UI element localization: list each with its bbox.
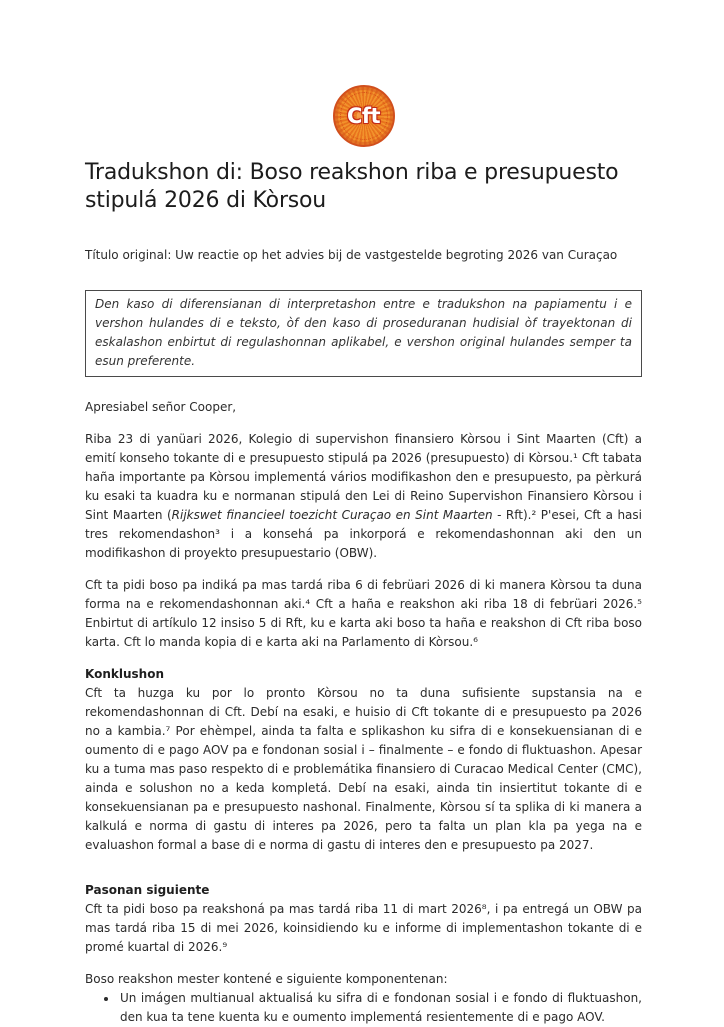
translation-disclaimer-box: Den kaso di diferensianan di interpretashon entre e tradukshon na papiamentu i e vershon hulandes di e teksto, òf den kaso di proseduranan hudisial òf trayektonan di eskalashon enbirtut di regulashonnan aplikabel, e vershon original hulandes semper ta esun preferente. [85, 290, 642, 377]
konklushon-body: Cft ta huzga ku por lo pronto Kòrsou no ta duna sufisiente supstansia na e rekomendashonnan di Cft. Debí na esaki, e huisio di Cft tokante di e presupuesto pa 2026 no a kambia.⁷ Por ehèmpel, ainda ta falta e splikashon ku sifra di e konsekuensianan di e oumento di e pago AOV pa e fondonan sosial i – finalmente – e fondo di fluktuashon. Apesar ku a tuma mas paso respekto di e problemátika finansiero di Curacao Medical Center (CMC), ainda e solushon no a keda kompletá. Debí na esaki, ainda tin insiertitut tokante di e konsekuensianan pa e presupuesto nashonal. Finalmente, Kòrsou sí ta splika di ki manera a kalkulá e norma di gastu di interes pa 2026, pero ta falta un plan kla pa yega na e evaluashon formal a base di e norma di gastu di interes den e presupuesto pa 2027. [85, 686, 642, 852]
cft-seal-label: Cft [346, 104, 381, 128]
konklushon-heading: Konklushon [85, 667, 164, 681]
logo-container [85, 85, 642, 147]
page-title: Tradukshon di: Boso reakshon riba e presupuesto stipulá 2026 di Kòrsou [85, 160, 619, 213]
components-intro: Boso reakshon mester kontené e siguiente komponentenan: [85, 972, 448, 986]
rft-law-name: Rijkswet financieel toezicht Curaçao en Sint Maarten [171, 508, 493, 522]
paragraph-advice-intro [85, 430, 642, 563]
pasonan-heading: Pasonan siguiente [85, 883, 210, 897]
paragraph-advice-intro-text: Riba 23 di yanüari 2026, Kolegio di supervishon finansiero Kòrsou i Sint Maarten (Cft) a emití konseho tokante di e presupuesto stipulá pa 2026 (presupuesto) di Kòrsou.¹ Cft tabata haña importante pa Kòrsou implementá vários modifikashon den e presupuesto, pa pèrkurá ku esaki ta kuadra ku e normanan stipulá den Lei di Reino Supervishon Finansiero Kòrsou i Sint Maarten ( [85, 432, 642, 522]
paragraph-reaction-deadline: Cft ta pidi boso pa indiká pa mas tardá riba 6 di febrüari 2026 di ki manera Kòrsou ta duna forma na e rekomendashonnan aki.⁴ Cft a haña e reakshon aki riba 18 di febrüari 2026.⁵ Enbirtut di artíkulo 12 insiso 5 di Rft, ku e karta aki boso ta haña e reakshon di Cft riba boso karta. Cft lo manda kopia di e karta aki na Parlamento di Kòrsou.⁶ [85, 578, 642, 649]
bullet-item-multiannual-picture: • Un imágen multianual aktualisá ku sifra di e fondonan sosial i e fondo di fluktuashon, den kua ta tene kuenta ku e oumento implementá resientemente di e pago AOV. [118, 989, 642, 1027]
component-bullet-list [85, 989, 642, 1027]
original-title: Título original: Uw reactie op het advies bij de vastgestelde begroting 2026 van Curaçao [85, 248, 618, 262]
cft-seal-icon [333, 85, 395, 147]
paragraph-advice-intro-tail: - Rft).² P'esei, Cft a hasi tres rekomendashon³ i a konsehá pa inkorporá e rekomendashonnan aki den un modifikashon di proyekto presupuestario (OBW). [85, 508, 642, 560]
salutation: Apresiabel señor Cooper, [85, 400, 237, 414]
pasonan-body: Cft ta pidi boso pa reakshoná pa mas tardá riba 11 di mart 2026⁸, i pa entregá un OBW pa mas tardá riba 15 di mei 2026, koinsidiendo ku e informe di implementashon tokante di e promé kuartal di 2026.⁹ [85, 902, 642, 954]
